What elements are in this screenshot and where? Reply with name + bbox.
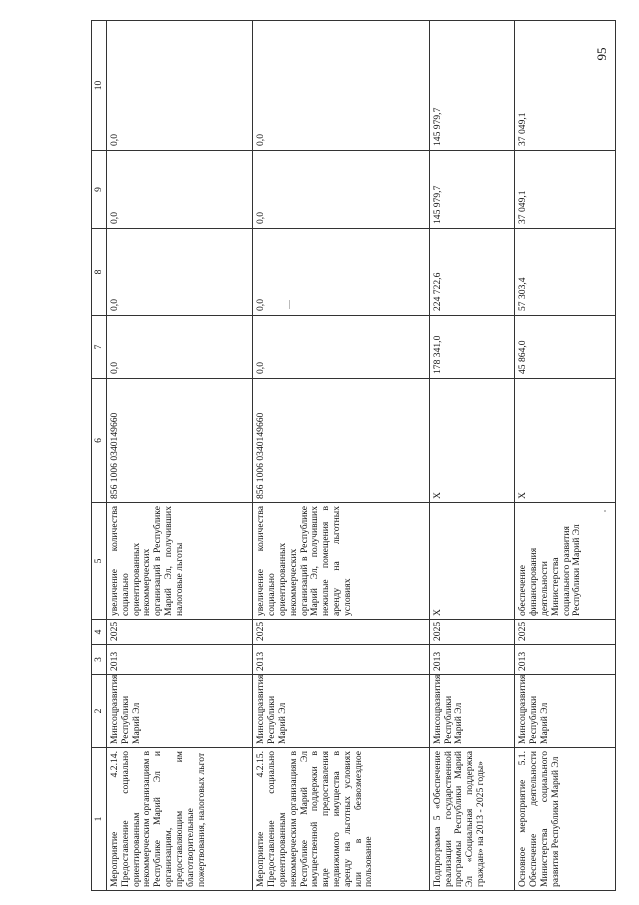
- page-number: 95: [594, 47, 609, 61]
- col-header-2: 2: [92, 675, 107, 748]
- value-col-7: 45 864,0: [515, 316, 616, 379]
- col-header-9: 9: [92, 151, 107, 229]
- col-header-1: 1: [92, 748, 107, 891]
- end-year: 2025: [429, 620, 515, 645]
- executor: Минсоцразвития Республики Марий Эл: [515, 675, 616, 748]
- col-header-7: 7: [92, 316, 107, 379]
- value-col-10: 145 979,7: [429, 21, 515, 151]
- activity-name: Мероприятие 4.2.14. Предоставление социально ориентированным некоммерческим организациям в Республике Марий Эл и организациям, предоставляющим им благотворительные пожертвования, налоговых льгот: [107, 748, 253, 891]
- start-year: 2013: [253, 645, 430, 675]
- value-col-7: 0,0: [107, 316, 253, 379]
- table-row: [253, 21, 430, 891]
- value-col-9: 0,0: [253, 151, 430, 229]
- value-col-7: 178 341,0: [429, 316, 515, 379]
- budget-code: X: [515, 379, 616, 503]
- end-year: 2025: [253, 620, 430, 645]
- start-year: 2013: [107, 645, 253, 675]
- end-year: 2025: [515, 620, 616, 645]
- program-table: [91, 20, 616, 891]
- activity-name: Мероприятие 4.2.15. Предоставление социально ориентированным некоммерческим организациям в Республике Марий Эл имущественной поддержки в виде предоставления недвижимого имущества в аренду на льготных условиях или в безвозмездное пользование: [253, 748, 430, 891]
- executor: Минсоцразвития Республики Марий Эл: [253, 675, 430, 748]
- value-col-9: 145 979,7: [429, 151, 515, 229]
- value-col-10: 0,0: [253, 21, 430, 151]
- executor: Минсоцразвития Республики Марий Эл: [429, 675, 515, 748]
- expected-result: увеличение количества социально ориентированных некоммерческих организаций в Республике Марий Эл, получивших налоговые льготы: [107, 503, 253, 620]
- value-col-8: 0,0: [253, 229, 430, 316]
- col-header-6: 6: [92, 379, 107, 503]
- rotated-table-container: [91, 21, 616, 891]
- activity-name: Подпрограмма 5 «Обеспечение реализации государственной программы Республики Марий Эл «Социальная поддержка граждан» на 2013 - 2025 годы»: [429, 748, 515, 891]
- table-row: [515, 21, 616, 891]
- expected-result: увеличение количества социально ориентированных некоммерческих организаций в Республике Марий Эл, получивших нежилые помещения в аренду на льготных условиях: [253, 503, 430, 620]
- value-col-8: 224 722,6: [429, 229, 515, 316]
- value-col-8: 0,0: [107, 229, 253, 316]
- col-header-4: 4: [92, 620, 107, 645]
- value-col-10: 37 049,1: [515, 21, 616, 151]
- col-header-10: 10: [92, 21, 107, 151]
- budget-code: X: [429, 379, 515, 503]
- column-number-row: [92, 21, 107, 891]
- col-header-8: 8: [92, 229, 107, 316]
- executor: Минсоцразвития Республики Марий Эл: [107, 675, 253, 748]
- budget-code: 856 1006 0340149660: [253, 379, 430, 503]
- end-year: 2025: [107, 620, 253, 645]
- activity-name: Основное мероприятие 5.1. Обеспечение деятельности Министерства социального развития Республики Марий Эл: [515, 748, 616, 891]
- value-col-9: 0,0: [107, 151, 253, 229]
- value-col-9: 37 049,1: [515, 151, 616, 229]
- col-header-3: 3: [92, 645, 107, 675]
- value-col-7: 0,0: [253, 316, 430, 379]
- expected-result: обеспечение финансирования деятельности Министерства социального развития Республики Марий Эл: [515, 503, 616, 620]
- value-col-10: 0,0: [107, 21, 253, 151]
- expected-result: X: [429, 503, 515, 620]
- table-row: [107, 21, 253, 891]
- start-year: 2013: [429, 645, 515, 675]
- col-header-5: 5: [92, 503, 107, 620]
- start-year: 2013: [515, 645, 616, 675]
- budget-code: 856 1006 0340149660: [107, 379, 253, 503]
- table-row: [429, 21, 515, 891]
- value-col-8: 57 303,4: [515, 229, 616, 316]
